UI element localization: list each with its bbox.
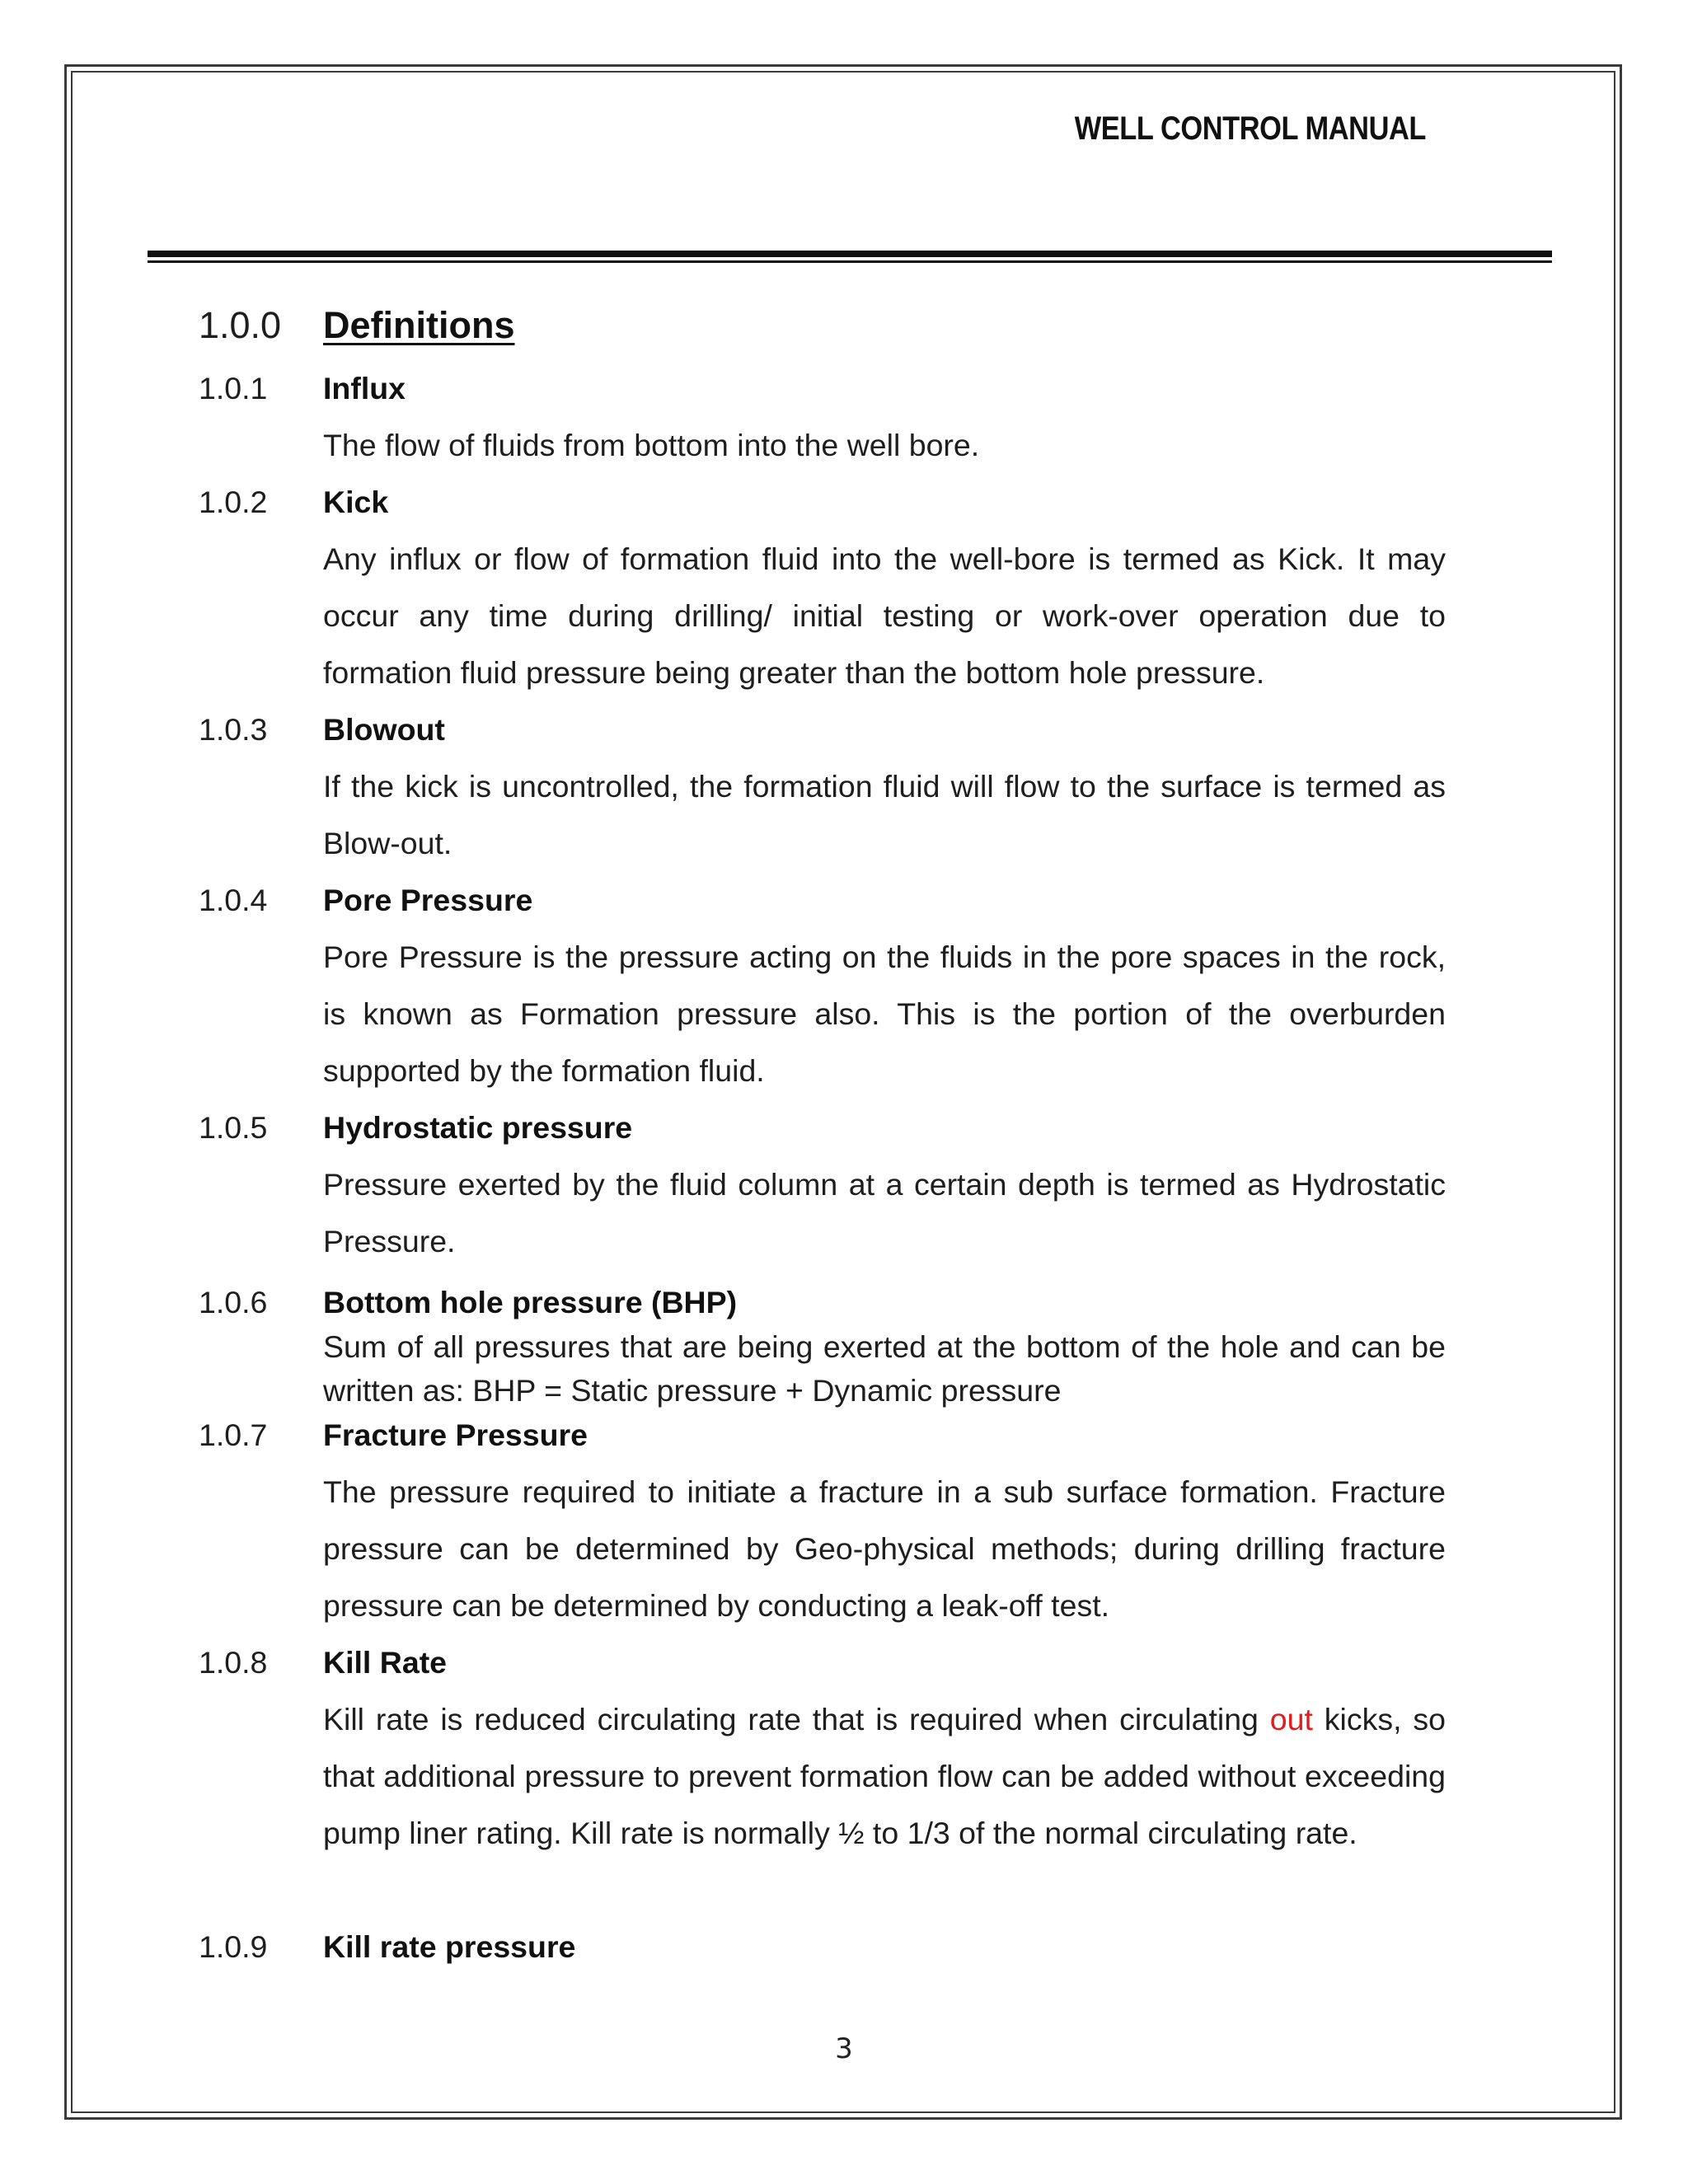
- definition-number: 1.0.6: [199, 1285, 268, 1319]
- page-number: 3: [835, 2032, 853, 2065]
- definition-text: The pressure required to initiate a fracture in a sub surface formation. Fracture pressure can be determined by Geo-physical methods; during drilling fracture pressure can be determined by conducting a leak-off test.: [323, 1474, 1446, 1623]
- definition-term: Kill Rate: [323, 1645, 448, 1680]
- definition-term: Blowout: [323, 712, 445, 747]
- definition-term: Fracture Pressure: [323, 1418, 588, 1452]
- section-title: Definitions: [323, 304, 515, 346]
- definition-term: Pore Pressure: [323, 883, 533, 917]
- definition-text: Sum of all pressures that are being exerted at the bottom of the hole and can be written as: BHP = Static pressure + Dynamic pressure: [323, 1329, 1446, 1408]
- definition-text: [323, 1691, 1446, 1862]
- definition-text: Pressure exerted by the fluid column at a certain depth is termed as Hydrostatic Pressure.: [323, 1167, 1446, 1258]
- header-rule: [148, 251, 1552, 257]
- definition-term: Kick: [323, 485, 389, 519]
- definition-number: 1.0.7: [199, 1418, 268, 1452]
- definition-number: 1.0.5: [199, 1110, 268, 1145]
- definition-term: Kill rate pressure: [323, 1929, 576, 1964]
- running-header: WELL CONTROL MANUAL: [1074, 110, 1426, 147]
- definition-number: 1.0.1: [199, 371, 268, 405]
- definition-text: Any influx or flow of formation fluid into the well-bore is termed as Kick. It may occur any time during drilling/ initial testing or work-over operation due to formation fluid pressure being greater than the bottom hole pressure.: [323, 541, 1446, 690]
- header-rule-thin: [148, 260, 1552, 263]
- definition-number: 1.0.2: [199, 485, 268, 519]
- definition-term: Hydrostatic pressure: [323, 1110, 633, 1145]
- definition-number: 1.0.4: [199, 883, 268, 917]
- definition-number: 1.0.8: [199, 1645, 268, 1680]
- definition-term: Bottom hole pressure (BHP): [323, 1285, 738, 1319]
- definition-term: Influx: [323, 371, 406, 405]
- definition-number: 1.0.9: [199, 1929, 268, 1964]
- definition-text: If the kick is uncontrolled, the formation fluid will flow to the surface is termed as Blow-out.: [323, 769, 1446, 860]
- definition-number: 1.0.3: [199, 712, 268, 747]
- definition-text-part: Kill rate is reduced circulating rate that is required when circulating: [323, 1702, 1270, 1736]
- section-number: 1.0.0: [199, 304, 282, 346]
- highlighted-word: out: [1269, 1702, 1313, 1736]
- definition-text: The flow of fluids from bottom into the well bore.: [323, 428, 980, 462]
- definition-text: Pore Pressure is the pressure acting on the fluids in the pore spaces in the rock, is known as Formation pressure also. This is the portion of the overburden supported by the formation fluid.: [323, 940, 1446, 1088]
- definition-text-part: kicks, so that additional pressure to prevent formation flow can be added without exceeding pump liner rating. Kill rate is normally ½ to 1/3 of the normal circulating rate.: [323, 1702, 1446, 1850]
